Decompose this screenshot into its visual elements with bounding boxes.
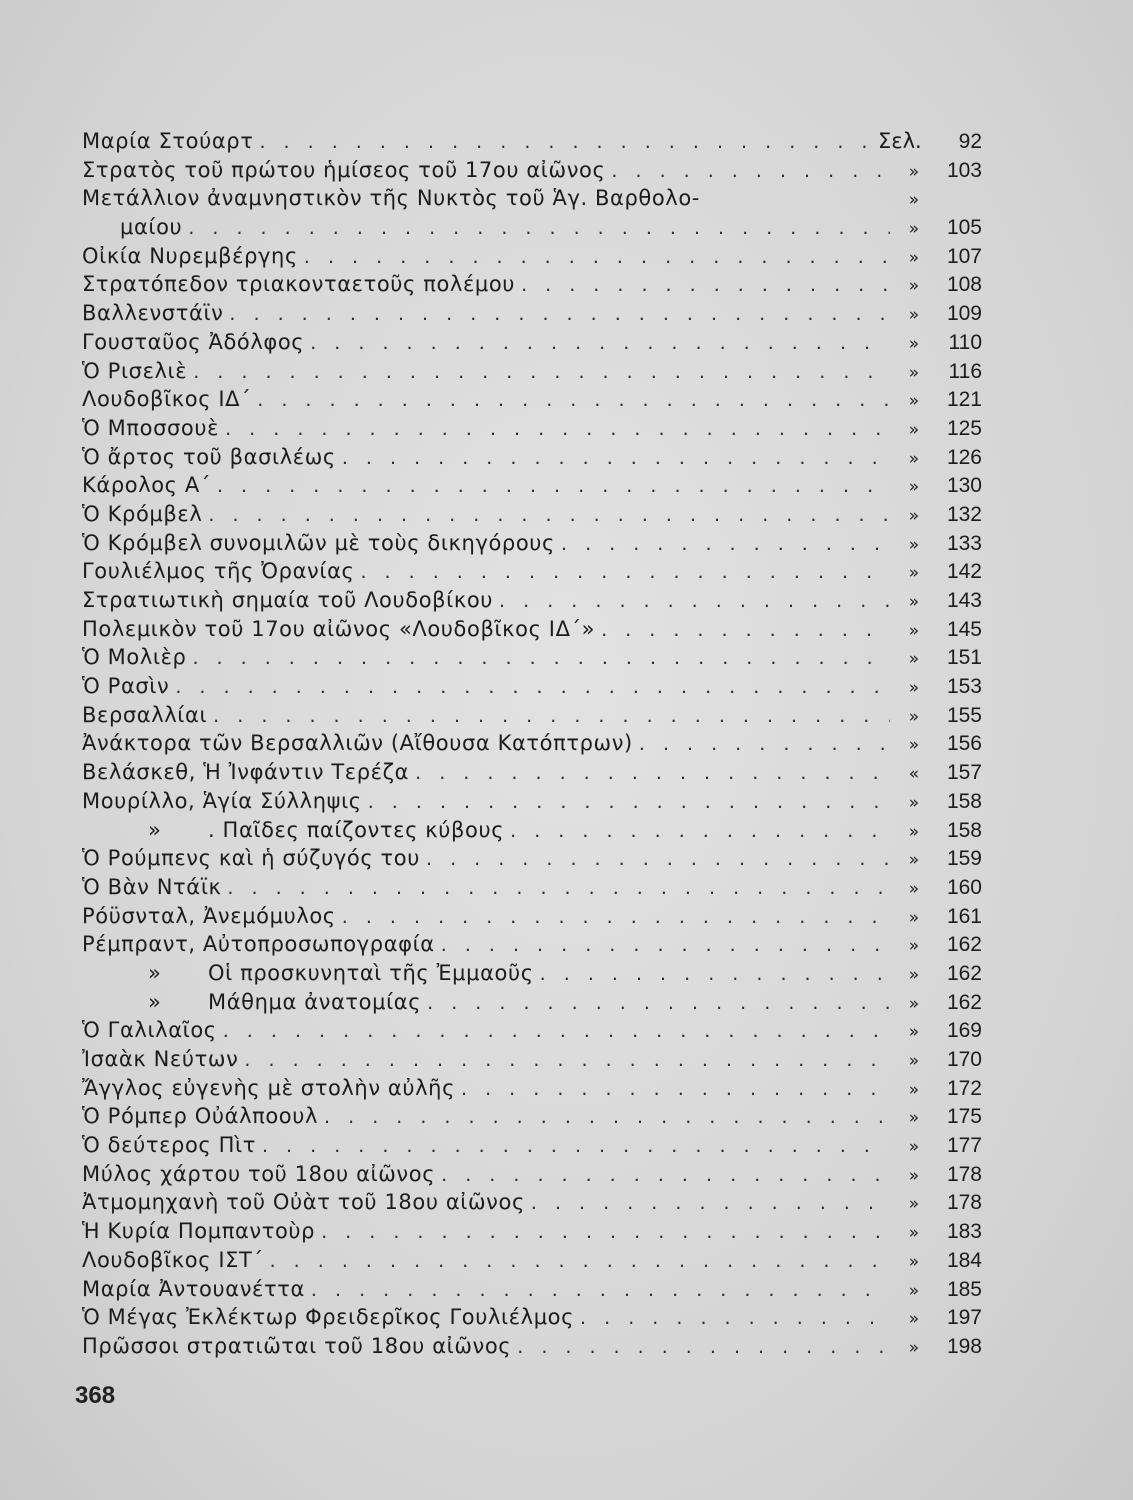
dot-leader bbox=[262, 1132, 890, 1161]
dot-leader bbox=[461, 1075, 890, 1104]
toc-entry bbox=[82, 1246, 982, 1275]
entry-title bbox=[82, 328, 310, 357]
page-mark: » bbox=[908, 1022, 920, 1043]
entry-title-text: Ὁ Κρόμβελ συνομιλῶν μὲ τοὺς δικηγόρους bbox=[82, 530, 555, 555]
entry-page-number: 143 bbox=[946, 589, 982, 612]
dot-leader bbox=[531, 1189, 890, 1218]
page-mark: » bbox=[908, 477, 920, 498]
entry-title-text: Ὁ Μποσσουὲ bbox=[82, 415, 220, 440]
toc-entry bbox=[82, 643, 982, 672]
entry-page-number: 158 bbox=[946, 818, 982, 842]
dot-leader bbox=[304, 243, 890, 272]
entry-page-number: 92 bbox=[958, 130, 982, 153]
page-mark: » bbox=[908, 706, 920, 727]
entry-title bbox=[82, 1131, 262, 1160]
entry-title-text: Ὁ Ρόμπερ Οὐάλποουλ bbox=[82, 1104, 319, 1129]
entry-title-text: Κάρολος Α΄ bbox=[82, 473, 211, 498]
entry-title-text: Οἰκία Νυρεμβέργης bbox=[82, 243, 298, 268]
entry-page-number: 108 bbox=[946, 273, 982, 297]
dot-leader bbox=[175, 673, 890, 702]
entry-title-text: Στρατὸς τοῦ πρώτου ἡμίσεος τοῦ 17ου αἰῶνος bbox=[82, 157, 606, 182]
entry-title-text: Μετάλλιον ἀναμνηστικὸν τῆς Νυκτὸς τοῦ Ἁγ. Βαρθολο- bbox=[82, 186, 700, 211]
entry-title-text: Ἄγγλος εὐγενὴς μὲ στολὴν αὐλῆς bbox=[82, 1075, 455, 1100]
dot-leader bbox=[426, 845, 890, 874]
entry-title bbox=[82, 959, 540, 988]
entry-page-number: 157 bbox=[946, 761, 982, 785]
page-mark: » bbox=[908, 936, 920, 957]
entry-title-text: Πρῶσσοι στρατιῶται τοῦ 18ου αἰῶνος bbox=[82, 1333, 512, 1358]
toc-entry bbox=[82, 873, 982, 902]
page-mark: » bbox=[908, 1079, 920, 1100]
entry-title-text: Ἀτμομηχανὴ τοῦ Οὐὰτ τοῦ 18ου αἰῶνος bbox=[82, 1190, 525, 1215]
entry-title bbox=[82, 586, 499, 615]
entry-title bbox=[82, 615, 601, 644]
entry-title bbox=[82, 672, 175, 701]
dot-leader bbox=[208, 501, 890, 530]
entry-title-text: . Παῖδες παίζοντες κύβους bbox=[208, 817, 505, 842]
entry-title bbox=[82, 816, 510, 845]
entry-title bbox=[82, 270, 521, 299]
page-mark: » bbox=[908, 993, 920, 1014]
page-mark: » bbox=[908, 448, 920, 469]
entry-title-text: Ρέμπραντ, Αὐτοπροσωπογραφία bbox=[82, 932, 435, 957]
toc-entry bbox=[82, 672, 982, 701]
entry-page-number: 107 bbox=[946, 244, 982, 268]
dot-leader bbox=[229, 300, 890, 329]
entry-page-number: 156 bbox=[946, 732, 982, 756]
page-mark: » bbox=[908, 821, 920, 842]
dot-leader bbox=[244, 1046, 890, 1075]
entry-title bbox=[82, 988, 427, 1017]
toc-entry bbox=[82, 357, 982, 386]
toc-entry bbox=[82, 930, 982, 959]
entry-title bbox=[82, 844, 426, 873]
page-mark: Σελ. bbox=[878, 129, 922, 153]
toc-entry bbox=[82, 270, 982, 299]
entry-title bbox=[82, 414, 225, 443]
entry-title-text: μαίου bbox=[120, 215, 183, 240]
entry-page-number: 103 bbox=[946, 158, 982, 182]
entry-page-number: 155 bbox=[946, 703, 982, 727]
page-mark: » bbox=[908, 1165, 920, 1186]
entry-page-number: 153 bbox=[946, 675, 982, 699]
ditto-mark: » bbox=[148, 960, 162, 985]
page-mark: » bbox=[908, 850, 920, 871]
page-mark: » bbox=[908, 419, 920, 440]
entry-title-text: Ἰσαὰκ Νεύτων bbox=[82, 1047, 239, 1071]
dot-leader bbox=[510, 817, 890, 846]
page-mark: » bbox=[908, 1251, 920, 1272]
entry-title bbox=[82, 357, 193, 386]
page-mark: « bbox=[908, 764, 920, 785]
toc-entry bbox=[82, 328, 982, 357]
toc-entry bbox=[82, 1188, 982, 1217]
entry-title bbox=[82, 1217, 321, 1246]
page-mark: » bbox=[908, 276, 920, 297]
entry-page-number: 109 bbox=[946, 302, 982, 326]
toc-entry bbox=[82, 701, 982, 730]
entry-title bbox=[82, 1160, 441, 1189]
toc-entry bbox=[82, 1303, 982, 1332]
entry-page-number: 175 bbox=[946, 1105, 982, 1129]
dot-leader bbox=[188, 214, 890, 243]
dot-leader bbox=[360, 558, 890, 587]
page-mark: » bbox=[908, 1137, 920, 1158]
toc-entry bbox=[82, 471, 982, 500]
toc-entry bbox=[82, 500, 982, 529]
page-mark: » bbox=[908, 1051, 920, 1071]
dot-leader bbox=[270, 1247, 890, 1276]
page-mark: » bbox=[908, 620, 920, 641]
toc-entry bbox=[82, 758, 982, 787]
toc-entry bbox=[82, 816, 982, 845]
toc-entry bbox=[82, 557, 982, 586]
toc-entry bbox=[82, 1217, 982, 1246]
entry-page-number: 142 bbox=[946, 560, 982, 584]
dot-leader bbox=[342, 444, 890, 473]
entry-title bbox=[82, 557, 360, 586]
page-mark: » bbox=[908, 1223, 920, 1244]
entry-title bbox=[82, 1332, 517, 1361]
entry-page-number: 183 bbox=[946, 1220, 982, 1244]
dot-leader bbox=[368, 788, 890, 817]
entry-title-text: Μάθημα ἀνατομίας bbox=[208, 989, 422, 1014]
dot-leader bbox=[257, 386, 890, 415]
entry-title bbox=[82, 156, 611, 185]
entry-title bbox=[82, 873, 227, 902]
page-mark: » bbox=[908, 391, 920, 412]
dot-leader bbox=[580, 1304, 890, 1333]
toc-entry bbox=[82, 1275, 982, 1304]
entry-title-text: Ἡ Κυρία Πομπαντοὺρ bbox=[82, 1219, 316, 1244]
entry-page-number: 151 bbox=[946, 646, 982, 670]
page-mark: » bbox=[908, 878, 920, 899]
entry-title-text: Ὁ ἄρτος τοῦ βασιλέως bbox=[82, 444, 336, 469]
entry-page-number: 160 bbox=[946, 875, 982, 899]
dot-leader bbox=[427, 989, 890, 1018]
entry-title-text: Οἱ προσκυνηταὶ τῆς Ἐμμαοῦς bbox=[208, 960, 534, 985]
toc-entry bbox=[82, 1131, 982, 1160]
entry-title bbox=[82, 930, 441, 959]
entry-title-text: Ὁ Γαλιλαῖος bbox=[82, 1018, 217, 1043]
entry-title-text: Μαρία Στούαρτ bbox=[82, 129, 254, 153]
toc-entry bbox=[82, 213, 982, 242]
entry-title bbox=[82, 643, 192, 672]
entry-page-number: 158 bbox=[946, 789, 982, 813]
page-mark: » bbox=[908, 592, 920, 612]
entry-page-number: 105 bbox=[946, 216, 982, 240]
dot-leader bbox=[321, 1218, 890, 1247]
entry-page-number: 116 bbox=[948, 359, 982, 383]
dot-leader bbox=[441, 1161, 890, 1190]
dot-leader bbox=[521, 271, 890, 300]
dot-leader bbox=[441, 931, 890, 960]
entry-title bbox=[82, 443, 342, 472]
entry-title-text: Ὁ Μολιὲρ bbox=[82, 645, 187, 670]
page-mark: » bbox=[908, 964, 920, 985]
toc-entry bbox=[82, 184, 982, 213]
entry-title bbox=[82, 1188, 531, 1217]
entry-title bbox=[82, 299, 229, 328]
page-mark: » bbox=[908, 305, 920, 326]
dot-leader bbox=[415, 759, 890, 788]
page-mark: » bbox=[908, 505, 920, 526]
page-mark: » bbox=[908, 1309, 920, 1330]
page-mark: » bbox=[908, 563, 920, 584]
entry-page-number: 169 bbox=[946, 1019, 982, 1043]
toc-entry bbox=[82, 988, 982, 1017]
dot-leader bbox=[192, 644, 890, 673]
toc-entry bbox=[82, 787, 982, 816]
toc-entry bbox=[82, 729, 982, 758]
toc-entry bbox=[82, 443, 982, 472]
entry-title bbox=[82, 902, 342, 931]
entry-title-text: Βελάσκεθ, Ἡ Ἰνφάντιν Τερέζα bbox=[82, 760, 410, 785]
entry-title bbox=[82, 242, 304, 271]
dot-leader bbox=[540, 960, 890, 989]
entry-page-number: 121 bbox=[946, 388, 982, 412]
entry-title-text: Βαλλενστάϊν bbox=[82, 301, 224, 326]
page-mark: » bbox=[908, 678, 920, 699]
dot-leader bbox=[225, 415, 890, 444]
entry-page-number: 110 bbox=[948, 330, 982, 354]
page-mark: » bbox=[908, 735, 920, 756]
dot-leader bbox=[561, 530, 890, 559]
page-mark: » bbox=[908, 190, 920, 211]
entry-page-number: 161 bbox=[946, 904, 982, 928]
toc-entry bbox=[82, 1102, 982, 1131]
entry-page-number: 178 bbox=[946, 1162, 982, 1186]
toc-entry bbox=[82, 844, 982, 873]
dot-leader bbox=[611, 157, 890, 186]
dot-leader bbox=[227, 874, 890, 903]
entry-page-number: 177 bbox=[946, 1134, 982, 1158]
entry-title-text: Ὁ δεύτερος Πὶτ bbox=[82, 1133, 256, 1158]
entry-title bbox=[82, 500, 208, 529]
dot-leader bbox=[259, 128, 878, 157]
page-mark: » bbox=[908, 907, 920, 928]
page-mark: » bbox=[908, 534, 920, 555]
dot-leader bbox=[311, 1276, 890, 1305]
page-mark: » bbox=[908, 1194, 920, 1215]
entry-title-text: Μύλος χάρτου τοῦ 18ου αἰῶνος bbox=[82, 1161, 436, 1186]
entry-page-number: 184 bbox=[946, 1248, 982, 1272]
toc-entry bbox=[82, 1160, 982, 1189]
dot-leader bbox=[639, 730, 890, 759]
toc-entry bbox=[82, 959, 982, 988]
entry-title bbox=[82, 1303, 580, 1332]
entry-title bbox=[82, 213, 188, 242]
toc-entry bbox=[82, 156, 982, 185]
ditto-mark: » bbox=[148, 989, 162, 1014]
entry-title-text: Γουλιέλμος τῆς Ὀρανίας bbox=[82, 559, 355, 584]
entry-title bbox=[82, 184, 706, 213]
entry-title-text: Ὁ Κρόμβελ bbox=[82, 501, 203, 526]
entry-title-text: Ὁ Ρούμπενς καὶ ἡ σύζυγός του bbox=[82, 846, 420, 871]
dot-leader bbox=[217, 472, 890, 501]
entry-page-number: 145 bbox=[946, 617, 982, 641]
page-mark: » bbox=[908, 247, 920, 268]
page-mark: » bbox=[908, 362, 920, 383]
page-number: 368 bbox=[75, 1382, 116, 1409]
entry-page-number: 170 bbox=[946, 1048, 982, 1071]
toc-entry bbox=[82, 1074, 982, 1103]
entry-title bbox=[82, 385, 257, 414]
entry-title bbox=[82, 787, 368, 816]
entry-title bbox=[82, 127, 259, 156]
entry-page-number: 130 bbox=[946, 474, 982, 498]
dot-leader bbox=[310, 329, 890, 358]
entry-title-text: Ὁ Βὰν Ντάϊκ bbox=[82, 874, 222, 899]
entry-title-text: Μαρία Ἀντουανέττα bbox=[82, 1276, 305, 1301]
page-mark: » bbox=[908, 1337, 920, 1358]
toc-entry bbox=[82, 1016, 982, 1045]
dot-leader bbox=[193, 358, 890, 387]
entry-title bbox=[82, 1016, 223, 1045]
entry-page-number: 185 bbox=[946, 1277, 982, 1301]
dot-leader bbox=[517, 1333, 890, 1362]
toc-entry bbox=[82, 615, 982, 644]
toc-entry bbox=[82, 1045, 982, 1074]
entry-title-text: Πολεμικὸν τοῦ 17ου αἰῶνος «Λουδοβῖκος ΙΔ΄» bbox=[82, 616, 596, 641]
entry-page-number: 125 bbox=[946, 416, 982, 440]
entry-page-number: 133 bbox=[946, 531, 982, 555]
entry-title-text: Μουρίλλο, Ἁγία Σύλληψις bbox=[82, 788, 362, 813]
entry-title bbox=[82, 1045, 244, 1074]
entry-page-number: 126 bbox=[946, 445, 982, 469]
toc-entry bbox=[82, 1332, 982, 1361]
entry-page-number: 162 bbox=[946, 933, 982, 957]
entry-title bbox=[82, 1246, 270, 1275]
entry-title bbox=[82, 471, 217, 500]
entry-title-text: Ὁ Ρισελιὲ bbox=[82, 358, 188, 383]
page-mark: » bbox=[908, 161, 920, 182]
entry-title-text: Λουδοβῖκος ΙΣΤ΄ bbox=[82, 1247, 264, 1272]
entry-page-number: 159 bbox=[946, 847, 982, 871]
toc-entry bbox=[82, 299, 982, 328]
entry-title-text: Ὁ Μέγας Ἐκλέκτωρ Φρειδερῖκος Γουλιέλμος bbox=[82, 1305, 575, 1330]
dot-leader bbox=[324, 1103, 890, 1132]
entry-page-number: 132 bbox=[946, 502, 982, 526]
entry-title bbox=[82, 1074, 461, 1103]
toc-entry bbox=[82, 385, 982, 414]
entry-page-number: 162 bbox=[946, 990, 982, 1014]
dot-leader bbox=[499, 587, 890, 616]
entry-title-text: Γουσταῦος Ἀδόλφος bbox=[82, 329, 305, 354]
entry-title-text: Ρόϋσνταλ, Ἀνεμόμυλος bbox=[82, 903, 336, 928]
toc-entry bbox=[82, 242, 982, 271]
entry-page-number: 172 bbox=[946, 1076, 982, 1100]
entry-page-number: 162 bbox=[946, 961, 982, 985]
entry-page-number: 197 bbox=[946, 1306, 982, 1330]
entry-title bbox=[82, 729, 639, 758]
page-mark: » bbox=[908, 1108, 920, 1129]
entry-title bbox=[82, 529, 561, 558]
entry-page-number: 178 bbox=[946, 1191, 982, 1215]
page-mark: » bbox=[908, 219, 920, 240]
page-mark: » bbox=[908, 649, 920, 670]
page-mark: » bbox=[908, 1280, 920, 1301]
table-of-illustrations bbox=[82, 127, 982, 1361]
entry-title bbox=[82, 1102, 324, 1131]
entry-title-text: Λουδοβῖκος ΙΔ΄ bbox=[82, 387, 252, 412]
page-mark: » bbox=[908, 333, 920, 354]
ditto-mark: » bbox=[148, 817, 162, 842]
toc-entry bbox=[82, 414, 982, 443]
entry-title-text: Ὁ Ρασὶν bbox=[82, 674, 170, 699]
dot-leader bbox=[223, 1017, 890, 1046]
entry-title bbox=[82, 701, 213, 730]
dot-leader bbox=[213, 702, 890, 731]
entry-title bbox=[82, 758, 415, 787]
page-mark: » bbox=[908, 792, 920, 813]
toc-entry bbox=[82, 902, 982, 931]
entry-title-text: Στρατιωτικὴ σημαία τοῦ Λουδοβίκου bbox=[82, 588, 494, 612]
entry-title-text: Βερσαλλίαι bbox=[82, 702, 208, 727]
toc-entry bbox=[82, 586, 982, 615]
toc-entry bbox=[82, 529, 982, 558]
entry-title-text: Ἀνάκτορα τῶν Βερσαλλιῶν (Αἴθουσα Κατόπτρων) bbox=[82, 731, 633, 756]
entry-title-text: Στρατόπεδον τριακονταετοῦς πολέμου bbox=[82, 272, 516, 297]
entry-title bbox=[82, 1275, 311, 1304]
entry-page-number: 198 bbox=[946, 1334, 982, 1358]
dot-leader bbox=[601, 616, 890, 645]
dot-leader bbox=[342, 903, 890, 932]
toc-entry bbox=[82, 127, 982, 156]
